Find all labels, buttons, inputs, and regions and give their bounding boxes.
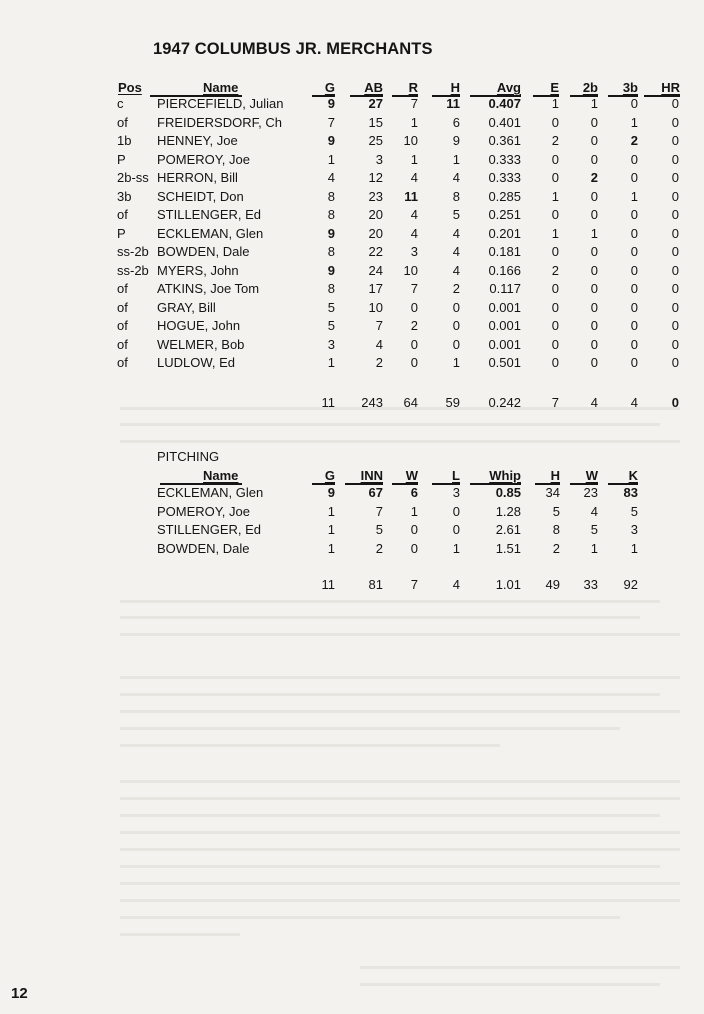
batting-cell-2b: 0 <box>590 133 598 148</box>
batting-row <box>0 355 700 373</box>
pitching-cell-w: 1 <box>410 503 418 519</box>
batting-cell-g: 5 <box>327 318 335 333</box>
pitching-cell-w: 0 <box>410 540 418 556</box>
batting-cell-avg: 0.251 <box>488 207 521 222</box>
batting-cell-name: GRAY, Bill <box>157 299 216 315</box>
batting-cell-3b: 0 <box>630 170 638 185</box>
pitching-cell-bb: 23 <box>583 485 598 500</box>
batting-cell-hr: 0 <box>671 133 679 148</box>
batting-cell-r: 0 <box>410 336 418 352</box>
col-header-whip: Whip <box>489 468 521 483</box>
pitching-total-whip: 1.01 <box>495 577 521 592</box>
batting-cell-name: ATKINS, Joe Tom <box>157 281 260 296</box>
batting-cell-avg: 0.001 <box>488 336 521 352</box>
batting-cell-pos: ss-2b <box>117 244 149 259</box>
col-header-w: W <box>405 468 418 483</box>
col-header-ab: AB <box>364 80 383 95</box>
batting-cell-g: 1 <box>327 151 335 167</box>
pitching-cell-g: 1 <box>327 540 335 556</box>
batting-total-e: 7 <box>551 395 559 410</box>
page-number: 12 <box>11 985 28 1002</box>
batting-cell-avg: 0.201 <box>488 225 521 241</box>
batting-cell-e: 2 <box>551 262 559 278</box>
batting-row <box>0 281 700 299</box>
col-header-avg: Avg <box>496 80 521 95</box>
batting-row <box>0 170 700 188</box>
batting-cell-h: 4 <box>452 244 460 259</box>
pitching-cell-whip: 2.61 <box>495 522 521 537</box>
batting-cell-name: PIERCEFIELD, Julian <box>157 96 284 111</box>
batting-cell-pos: P <box>117 225 126 241</box>
batting-cell-hr: 0 <box>671 281 679 296</box>
batting-total-3b: 4 <box>630 395 638 410</box>
batting-row <box>0 244 700 262</box>
pitching-cell-bb: 4 <box>590 503 598 519</box>
pitching-row <box>0 504 700 522</box>
batting-cell-name: HOGUE, John <box>157 318 241 333</box>
col-header-walks: W <box>585 468 598 483</box>
batting-cell-h: 4 <box>452 170 460 185</box>
col-header-k: K <box>628 468 638 483</box>
batting-cell-pos: ss-2b <box>117 262 149 278</box>
pitching-row <box>0 485 700 503</box>
batting-cell-3b: 0 <box>630 207 638 222</box>
batting-cell-e: 0 <box>551 318 559 333</box>
batting-cell-3b: 0 <box>630 355 638 370</box>
col-header-name: Name <box>203 80 239 95</box>
col-header-name: Name <box>203 468 239 483</box>
pitching-cell-h: 5 <box>552 503 560 519</box>
batting-cell-3b: 0 <box>630 96 638 111</box>
batting-cell-2b: 0 <box>590 114 598 130</box>
pitching-cell-l: 0 <box>452 503 460 519</box>
batting-cell-ab: 15 <box>368 114 383 130</box>
pitching-cell-w: 6 <box>410 485 418 500</box>
batting-cell-g: 8 <box>327 281 335 296</box>
batting-cell-e: 1 <box>551 188 559 204</box>
batting-cell-ab: 4 <box>375 336 383 352</box>
batting-cell-h: 9 <box>452 133 460 148</box>
batting-cell-name: POMEROY, Joe <box>157 151 250 167</box>
batting-cell-e: 0 <box>551 299 559 315</box>
batting-cell-pos: of <box>117 281 128 296</box>
page-title: 1947 COLUMBUS JR. MERCHANTS <box>153 40 433 58</box>
col-header-r: R <box>408 80 418 95</box>
batting-cell-h: 1 <box>452 355 460 370</box>
batting-cell-e: 0 <box>551 151 559 167</box>
batting-cell-hr: 0 <box>671 318 679 333</box>
batting-cell-h: 2 <box>452 281 460 296</box>
batting-cell-hr: 0 <box>671 96 679 111</box>
batting-cell-pos: of <box>117 114 128 130</box>
pitching-cell-h: 34 <box>545 485 560 500</box>
batting-cell-pos: P <box>117 151 126 167</box>
col-header-l: L <box>452 468 460 483</box>
batting-cell-pos: c <box>117 96 124 111</box>
batting-cell-h: 8 <box>452 188 460 204</box>
batting-cell-avg: 0.166 <box>488 262 521 278</box>
batting-cell-r: 1 <box>410 114 418 130</box>
batting-cell-h: 4 <box>452 262 460 278</box>
batting-cell-r: 0 <box>410 299 418 315</box>
batting-cell-hr: 0 <box>671 114 679 130</box>
batting-cell-name: ECKLEMAN, Glen <box>157 225 264 241</box>
batting-cell-e: 0 <box>551 170 559 185</box>
pitching-cell-inn: 2 <box>375 540 383 556</box>
pitching-cell-k: 83 <box>623 485 638 500</box>
batting-total-hr: 0 <box>671 395 679 410</box>
batting-cell-avg: 0.333 <box>488 170 521 185</box>
batting-cell-hr: 0 <box>671 299 679 315</box>
pitching-cell-whip: 1.51 <box>495 540 521 556</box>
col-header-g: G <box>324 468 335 483</box>
pitching-cell-name: BOWDEN, Dale <box>157 540 250 556</box>
batting-cell-e: 1 <box>551 96 559 111</box>
batting-cell-g: 8 <box>327 207 335 222</box>
batting-cell-3b: 1 <box>630 188 638 204</box>
batting-cell-r: 4 <box>410 207 418 222</box>
batting-cell-pos: of <box>117 207 128 222</box>
pitching-table <box>0 468 700 598</box>
batting-cell-g: 1 <box>327 355 335 370</box>
col-header-h: H <box>450 80 460 95</box>
batting-cell-ab: 23 <box>368 188 383 204</box>
batting-cell-g: 8 <box>327 244 335 259</box>
batting-cell-name: FREIDERSDORF, Ch <box>157 114 282 130</box>
batting-cell-ab: 17 <box>368 281 383 296</box>
batting-cell-3b: 0 <box>630 336 638 352</box>
batting-cell-pos: of <box>117 299 128 315</box>
batting-cell-h: 0 <box>452 299 460 315</box>
batting-cell-r: 4 <box>410 170 418 185</box>
pitching-totals-row <box>0 577 700 595</box>
batting-cell-name: LUDLOW, Ed <box>157 355 236 370</box>
batting-cell-pos: 2b-ss <box>117 170 149 185</box>
pitching-cell-k: 5 <box>630 503 638 519</box>
batting-total-2b: 4 <box>590 395 598 410</box>
batting-cell-r: 7 <box>410 96 418 111</box>
batting-cell-e: 0 <box>551 207 559 222</box>
batting-total-avg: 0.242 <box>488 395 521 410</box>
batting-cell-avg: 0.117 <box>489 281 521 296</box>
batting-cell-ab: 20 <box>368 207 383 222</box>
batting-cell-name: MYERS, John <box>157 262 239 278</box>
batting-cell-2b: 0 <box>590 244 598 259</box>
batting-cell-ab: 2 <box>375 355 383 370</box>
batting-cell-ab: 7 <box>375 318 383 333</box>
col-header-g: G <box>324 80 335 95</box>
batting-cell-g: 4 <box>327 170 335 185</box>
batting-cell-avg: 0.333 <box>488 151 521 167</box>
batting-cell-e: 0 <box>551 336 559 352</box>
pitching-row <box>0 522 700 540</box>
col-header-3b: 3b <box>622 80 638 95</box>
batting-cell-ab: 22 <box>368 244 383 259</box>
batting-cell-pos: of <box>117 355 128 370</box>
batting-cell-e: 0 <box>551 114 559 130</box>
pitching-cell-w: 0 <box>410 522 418 537</box>
pitching-cell-inn: 67 <box>368 485 383 500</box>
batting-row <box>0 152 700 170</box>
batting-cell-avg: 0.001 <box>488 299 521 315</box>
batting-cell-g: 3 <box>327 336 335 352</box>
pitching-cell-l: 1 <box>452 540 460 556</box>
pitching-cell-bb: 5 <box>590 522 598 537</box>
batting-cell-name: STILLENGER, Ed <box>157 207 262 222</box>
batting-cell-2b: 0 <box>590 355 598 370</box>
batting-row <box>0 300 700 318</box>
pitching-cell-inn: 5 <box>375 522 383 537</box>
batting-cell-hr: 0 <box>671 355 679 370</box>
batting-cell-g: 5 <box>327 299 335 315</box>
pitching-row <box>0 541 700 559</box>
pitching-cell-k: 1 <box>630 540 638 556</box>
batting-cell-name: WELMER, Bob <box>157 336 245 352</box>
batting-cell-hr: 0 <box>671 262 679 278</box>
batting-cell-2b: 1 <box>590 225 598 241</box>
batting-cell-avg: 0.407 <box>488 96 521 111</box>
pitching-cell-l: 3 <box>452 485 460 500</box>
batting-cell-avg: 0.001 <box>488 318 521 333</box>
batting-cell-avg: 0.501 <box>488 355 521 370</box>
batting-cell-r: 0 <box>410 355 418 370</box>
batting-cell-e: 1 <box>551 225 559 241</box>
pitching-header-row <box>0 468 700 486</box>
batting-cell-ab: 27 <box>368 96 383 111</box>
batting-cell-name: BOWDEN, Dale <box>157 244 250 259</box>
batting-cell-2b: 0 <box>590 188 598 204</box>
batting-cell-2b: 0 <box>590 281 598 296</box>
batting-row <box>0 318 700 336</box>
batting-row <box>0 207 700 225</box>
batting-cell-2b: 2 <box>590 170 598 185</box>
col-header-hr: HR <box>661 80 680 95</box>
batting-cell-pos: 1b <box>117 133 132 148</box>
batting-cell-hr: 0 <box>671 244 679 259</box>
batting-cell-h: 5 <box>452 207 460 222</box>
batting-cell-2b: 0 <box>590 318 598 333</box>
batting-cell-h: 4 <box>452 225 460 241</box>
batting-cell-e: 0 <box>551 281 559 296</box>
batting-cell-3b: 2 <box>630 133 638 148</box>
batting-cell-e: 0 <box>551 244 559 259</box>
pitching-cell-bb: 1 <box>590 540 598 556</box>
batting-cell-hr: 0 <box>671 188 679 204</box>
batting-cell-2b: 0 <box>590 151 598 167</box>
batting-cell-avg: 0.361 <box>488 133 521 148</box>
batting-cell-g: 7 <box>327 114 335 130</box>
batting-cell-name: SCHEIDT, Don <box>157 188 244 204</box>
batting-cell-e: 0 <box>551 355 559 370</box>
batting-cell-g: 8 <box>327 188 335 204</box>
col-header-h: H <box>550 468 560 483</box>
batting-cell-g: 9 <box>327 225 335 241</box>
batting-cell-ab: 24 <box>368 262 383 278</box>
pitching-total-g: 11 <box>321 577 335 592</box>
col-header-inn: INN <box>360 468 383 483</box>
pitching-cell-name: POMEROY, Joe <box>157 503 250 519</box>
batting-cell-h: 0 <box>452 336 460 352</box>
batting-cell-3b: 0 <box>630 262 638 278</box>
batting-cell-r: 7 <box>410 281 418 296</box>
batting-cell-g: 9 <box>327 133 335 148</box>
batting-cell-h: 6 <box>452 114 460 130</box>
pitching-cell-whip: 1.28 <box>495 503 521 519</box>
batting-cell-h: 1 <box>452 151 460 167</box>
batting-row <box>0 263 700 281</box>
batting-cell-r: 11 <box>404 188 418 204</box>
batting-cell-h: 0 <box>452 318 460 333</box>
batting-cell-g: 9 <box>327 96 335 111</box>
batting-total-r: 64 <box>403 395 418 410</box>
batting-cell-2b: 0 <box>590 207 598 222</box>
col-header-e: E <box>550 80 559 95</box>
pitching-cell-name: ECKLEMAN, Glen <box>157 485 264 500</box>
batting-total-ab: 243 <box>361 395 383 410</box>
pitching-cell-h: 8 <box>552 522 560 537</box>
batting-cell-r: 3 <box>410 244 418 259</box>
batting-cell-avg: 0.181 <box>488 244 521 259</box>
batting-row <box>0 189 700 207</box>
pitching-cell-g: 1 <box>327 522 335 537</box>
batting-cell-r: 10 <box>403 262 418 278</box>
batting-row <box>0 133 700 151</box>
batting-total-h: 59 <box>445 395 460 410</box>
batting-cell-r: 4 <box>410 225 418 241</box>
batting-cell-3b: 0 <box>630 281 638 296</box>
pitching-total-h: 49 <box>545 577 560 592</box>
batting-cell-g: 9 <box>327 262 335 278</box>
batting-cell-pos: of <box>117 336 128 352</box>
batting-cell-hr: 0 <box>671 336 679 352</box>
batting-row <box>0 337 700 355</box>
batting-cell-3b: 0 <box>630 225 638 241</box>
batting-cell-avg: 0.285 <box>488 188 521 204</box>
batting-cell-hr: 0 <box>671 225 679 241</box>
batting-total-g: 11 <box>321 395 335 410</box>
pitching-section-label: PITCHING <box>157 449 220 464</box>
batting-cell-e: 2 <box>551 133 559 148</box>
pitching-total-bb: 33 <box>583 577 598 592</box>
batting-cell-ab: 20 <box>368 225 383 241</box>
pitching-total-l: 4 <box>452 577 460 592</box>
batting-cell-2b: 1 <box>590 96 598 111</box>
pitching-cell-name: STILLENGER, Ed <box>157 522 262 537</box>
pitching-cell-inn: 7 <box>375 503 383 519</box>
batting-cell-hr: 0 <box>671 207 679 222</box>
col-header-2b: 2b <box>582 80 598 95</box>
batting-cell-pos: of <box>117 318 128 333</box>
batting-cell-name: HENNEY, Joe <box>157 133 238 148</box>
batting-cell-2b: 0 <box>590 299 598 315</box>
batting-cell-ab: 10 <box>368 299 383 315</box>
batting-cell-name: HERRON, Bill <box>157 170 238 185</box>
pitching-cell-l: 0 <box>452 522 460 537</box>
pitching-cell-whip: 0.85 <box>495 485 521 500</box>
pitching-cell-g: 9 <box>327 485 335 500</box>
batting-cell-3b: 0 <box>630 244 638 259</box>
pitching-cell-k: 3 <box>630 522 638 537</box>
batting-row <box>0 115 700 133</box>
batting-table <box>0 80 700 410</box>
batting-cell-ab: 25 <box>368 133 383 148</box>
batting-totals-row <box>0 395 700 413</box>
pitching-total-inn: 81 <box>368 577 383 592</box>
batting-cell-hr: 0 <box>671 151 679 167</box>
col-header-pos: Pos <box>118 80 142 95</box>
batting-cell-2b: 0 <box>590 336 598 352</box>
pitching-total-k: 92 <box>623 577 638 592</box>
batting-cell-ab: 12 <box>368 170 383 185</box>
batting-cell-2b: 0 <box>590 262 598 278</box>
pitching-cell-g: 1 <box>327 503 335 519</box>
batting-cell-hr: 0 <box>671 170 679 185</box>
pitching-total-w: 7 <box>410 577 418 592</box>
batting-cell-3b: 0 <box>630 318 638 333</box>
batting-cell-ab: 3 <box>375 151 383 167</box>
batting-cell-r: 2 <box>410 318 418 333</box>
batting-cell-avg: 0.401 <box>488 114 521 130</box>
batting-cell-r: 10 <box>403 133 418 148</box>
batting-cell-pos: 3b <box>117 188 132 204</box>
batting-cell-3b: 0 <box>630 151 638 167</box>
batting-row <box>0 96 700 114</box>
batting-cell-3b: 1 <box>630 114 638 130</box>
batting-cell-h: 11 <box>446 96 460 111</box>
batting-row <box>0 226 700 244</box>
batting-cell-3b: 0 <box>630 299 638 315</box>
pitching-cell-h: 2 <box>552 540 560 556</box>
batting-cell-r: 1 <box>410 151 418 167</box>
